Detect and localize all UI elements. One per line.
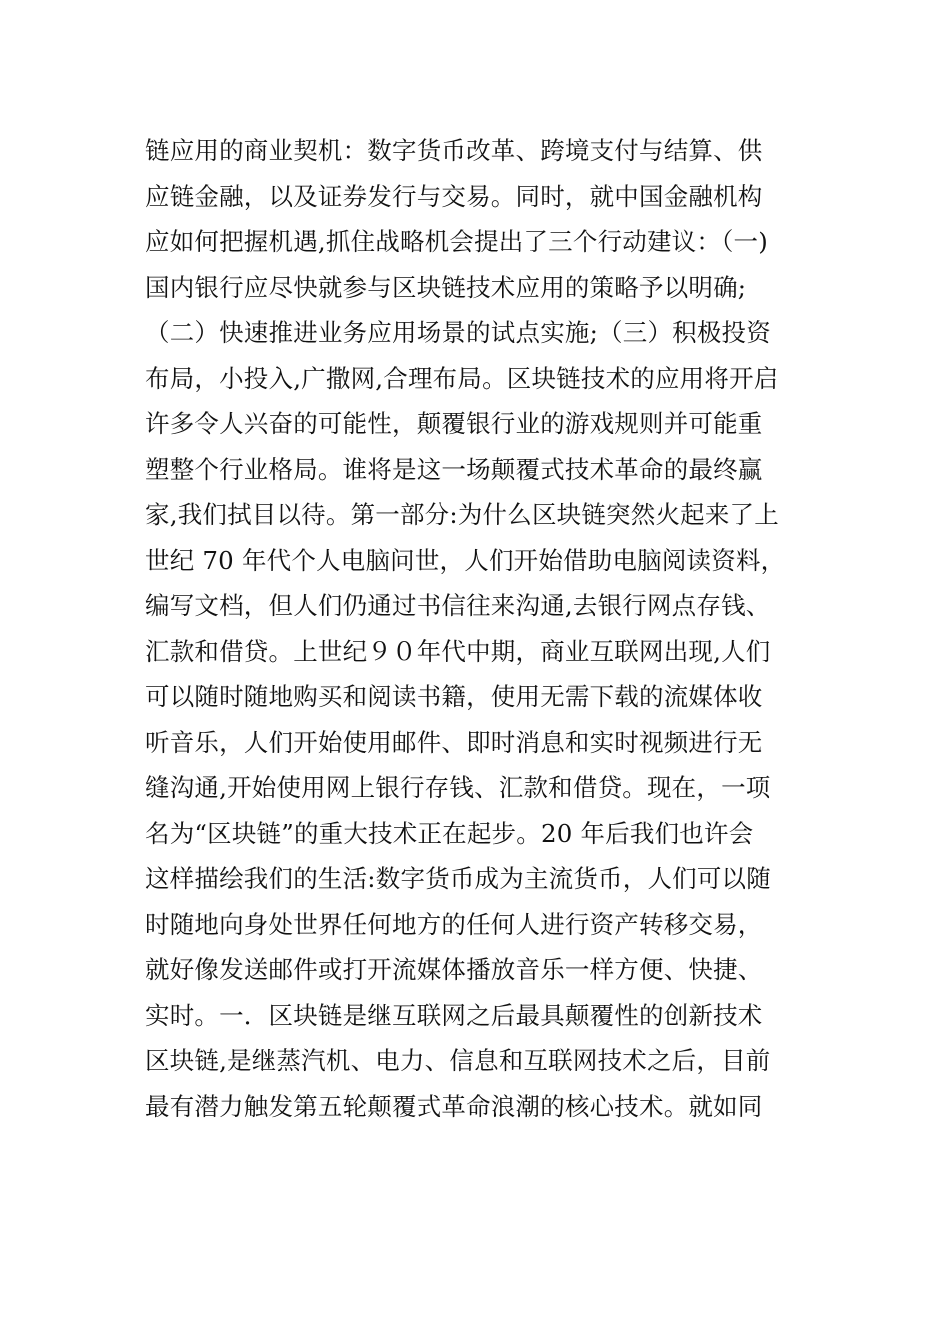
text-line: 缝沟通,开始使用网上银行存钱、汇款和借贷。现在，一项	[145, 773, 771, 802]
text-line: 就好像发送邮件或打开流媒体播放音乐一样方便、快捷、	[145, 955, 763, 984]
text-line: 最有潜力触发第五轮颠覆式革命浪潮的核心技术。就如同	[145, 1091, 763, 1121]
text-line: 链应用的商业契机：数字货币改革、跨境支付与结算、供	[145, 136, 763, 165]
text-line: （二）快速推进业务应用场景的试点实施;（三）积极投资	[145, 318, 771, 347]
text-line: 时随地向身处世界任何地方的任何人进行资产转移交易，	[145, 909, 763, 939]
text-line: 世纪 70 年代个人电脑问世，人们开始借助电脑阅读资料，	[145, 545, 786, 575]
text-line: 国内银行应尽快就参与区块链技术应用的策略予以明确;	[145, 272, 747, 302]
text-line: 听音乐，人们开始使用邮件、即时消息和实时视频进行无	[145, 727, 763, 757]
text-line: 汇款和借贷。上世纪９０年代中期，商业互联网出现,人们	[145, 636, 771, 666]
text-line: 实时。一．区块链是继互联网之后最具颠覆性的创新技术	[145, 1000, 763, 1030]
text-line: 区块链,是继蒸汽机、电力、信息和互联网技术之后，目前	[145, 1046, 771, 1075]
text-line: 可以随时随地购买和阅读书籍，使用无需下载的流媒体收	[145, 682, 763, 711]
text-line: 布局，小投入,广撒网,合理布局。区块链技术的应用将开启	[145, 363, 779, 393]
text-line: 编写文档，但人们仍通过书信往来沟通,去银行网点存钱、	[145, 591, 771, 620]
text-line: 应链金融，以及证券发行与交易。同时，就中国金融机构	[145, 181, 763, 211]
body-text	[145, 128, 815, 1129]
text-line: 许多令人兴奋的可能性，颠覆银行业的游戏规则并可能重	[145, 409, 763, 438]
text-line: 这样描绘我们的生活:数字货币成为主流货币，人们可以随	[145, 864, 771, 893]
text-line: 塑整个行业格局。谁将是这一场颠覆式技术革命的最终赢	[145, 454, 763, 484]
text-line: 家,我们拭目以待。第一部分:为什么区块链突然火起来了上	[145, 500, 779, 529]
text-line: 应如何把握机遇,抓住战略机会提出了三个行动建议：（一)	[145, 227, 768, 256]
text-line: 名为“区块链”的重大技术正在起步。20 年后我们也许会	[145, 818, 754, 848]
